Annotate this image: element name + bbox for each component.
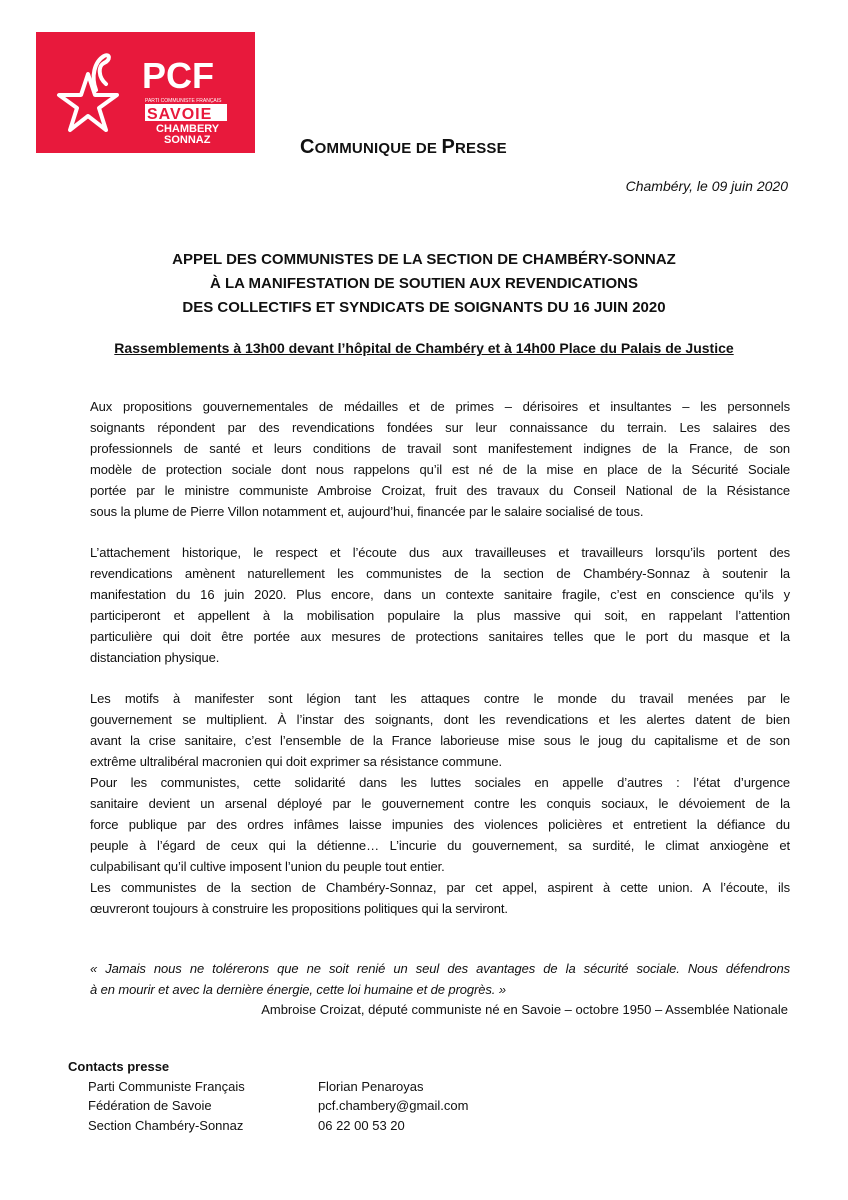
paragraph-line: soignants répondent par des revendications fondées sur leur connaissance du terrain. Les salaires des <box>90 420 790 435</box>
contact-org: Parti Communiste Français <box>88 1078 245 1094</box>
headline-line: APPEL DES COMMUNISTES DE LA SECTION DE CHAMBÉRY-SONNAZ <box>172 251 676 268</box>
paragraph-line: culpabilisant qu’il cultive imposent l’union du peuple tout entier. <box>90 859 445 874</box>
paragraph-line: gouvernement se multiplient. À l’instar des soignants, dont les revendications et les alertes datent de bien <box>90 712 790 727</box>
paragraph-line: particulière qui doit être portée aux mesures de protections sanitaires telles que le port du masque et la <box>90 629 790 644</box>
paragraph-line: avant la crise sanitaire, c’est l’ensemble de la France laborieuse mise sous le joug du capitalisme et de son <box>90 733 790 748</box>
paragraph <box>90 688 790 772</box>
svg-text:CHAMBERY: CHAMBERY <box>156 123 220 135</box>
quote <box>90 958 790 1000</box>
paragraph <box>90 877 790 919</box>
contacts-heading: Contacts presse <box>68 1059 170 1074</box>
paragraph-line: professionnels de santé et leurs conditions de travail sont manifestement indignes de la France, de son <box>90 441 790 456</box>
date: Chambéry, le 09 juin 2020 <box>625 178 788 194</box>
paragraph-line: portée par le ministre communiste Ambroise Croizat, fruit des travaux du Conseil National de la Résistance <box>90 483 790 498</box>
paragraph-line: distanciation physique. <box>90 650 220 665</box>
body-section <box>90 542 790 668</box>
paragraph <box>90 542 790 668</box>
paragraph-line: peuple à l’égard de ceux qui la détienne… L’incurie du gouvernement, sa surdité, le climat anxiogène et <box>90 838 790 853</box>
body-section <box>90 688 790 919</box>
headline <box>60 248 788 320</box>
contact-name: Florian Penaroyas <box>318 1078 424 1094</box>
quote-attribution: Ambroise Croizat, député communiste né en Savoie – octobre 1950 – Assemblée Nationale <box>261 1002 788 1017</box>
paragraph-line: participeront et appellent à la mobilisation populaire la plus massive qui soit, en rappelant l’attention <box>90 608 790 623</box>
paragraph-line: Pour les communistes, cette solidarité dans les luttes sociales en appelle d’autres : l’état d’urgence <box>90 775 790 790</box>
contact-email[interactable]: pcf.chambery@gmail.com <box>318 1098 469 1113</box>
paragraph-line: modèle de protection sociale dont nous rappelons qu’il est né de la mise en place de la Sécurité Sociale <box>90 462 790 477</box>
star-icon <box>36 32 255 153</box>
body-text <box>90 396 790 939</box>
pcf-logo <box>36 32 255 153</box>
paragraph-line: revendications amènent naturellement les communistes de la section de Chambéry-Sonnaz à soutenir la <box>90 566 790 581</box>
quote-line: « Jamais nous ne tolérerons que ne soit renié un seul des avantages de la sécurité sociale. Nous défendrons <box>90 961 790 976</box>
contact-org: Fédération de Savoie <box>88 1098 212 1113</box>
svg-text:SONNAZ: SONNAZ <box>164 134 211 146</box>
paragraph-line: extrême ultralibéral macronien qui doit exprimer sa résistance commune. <box>90 754 502 769</box>
paragraph-line: Aux propositions gouvernementales de médailles et de primes – dérisoires et insultantes – les personnels <box>90 399 790 414</box>
svg-text:PARTI COMMUNISTE FRANÇAIS: PARTI COMMUNISTE FRANÇAIS <box>145 98 222 104</box>
paragraph-line: Les motifs à manifester sont légion tant les attaques contre le monde du travail menées par le <box>90 691 790 706</box>
headline-line: DES COLLECTIFS ET SYNDICATS DE SOIGNANTS DU 16 JUIN 2020 <box>182 299 666 316</box>
contact-org: Section Chambéry-Sonnaz <box>88 1117 244 1133</box>
svg-text:PCF: PCF <box>142 55 214 96</box>
paragraph-line: manifestation du 16 juin 2020. Plus encore, dans un contexte sanitaire fragile, c’est en conscience qu’ils y <box>90 587 790 602</box>
svg-text:SAVOIE: SAVOIE <box>147 106 213 123</box>
headline-line: À LA MANIFESTATION DE SOUTIEN AUX REVENDICATIONS <box>209 275 639 292</box>
body-section <box>90 396 790 522</box>
contacts <box>68 1057 548 1135</box>
paragraph-line: force publique par des ordres infâmes laisse impunies des violences policières et entretient la défiance du <box>90 817 790 832</box>
paragraph <box>90 396 790 522</box>
paragraph-line: Les communistes de la section de Chambéry-Sonnaz, par cet appel, aspirent à cette union. A l’écoute, ils <box>90 880 790 895</box>
paragraph <box>90 772 790 877</box>
page-title: COMMUNIQUE DE PRESSE <box>300 136 507 158</box>
paragraph-line: L’attachement historique, le respect et l’écoute dus aux travailleuses et travailleurs lorsqu’ils portent des <box>90 545 790 560</box>
paragraph-line: œuvreront toujours à construire les propositions politiques qui la serviront. <box>90 901 508 916</box>
paragraph-line: sanitaire devient un arsenal déployé par le gouvernement contre les conquis sociaux, le dévoiement de la <box>90 796 790 811</box>
contact-phone: 06 22 00 53 20 <box>318 1117 405 1133</box>
subheadline: Rassemblements à 13h00 devant l’hôpital de Chambéry et à 14h00 Place du Palais de Justice <box>114 340 734 356</box>
paragraph-line: sous la plume de Pierre Villon notamment et, aujourd’hui, financée par le salaire socialisé de tous. <box>90 504 644 519</box>
quote-line: à en mourir et avec la dernière énergie, cette loi humaine et de progrès. » <box>90 982 506 997</box>
